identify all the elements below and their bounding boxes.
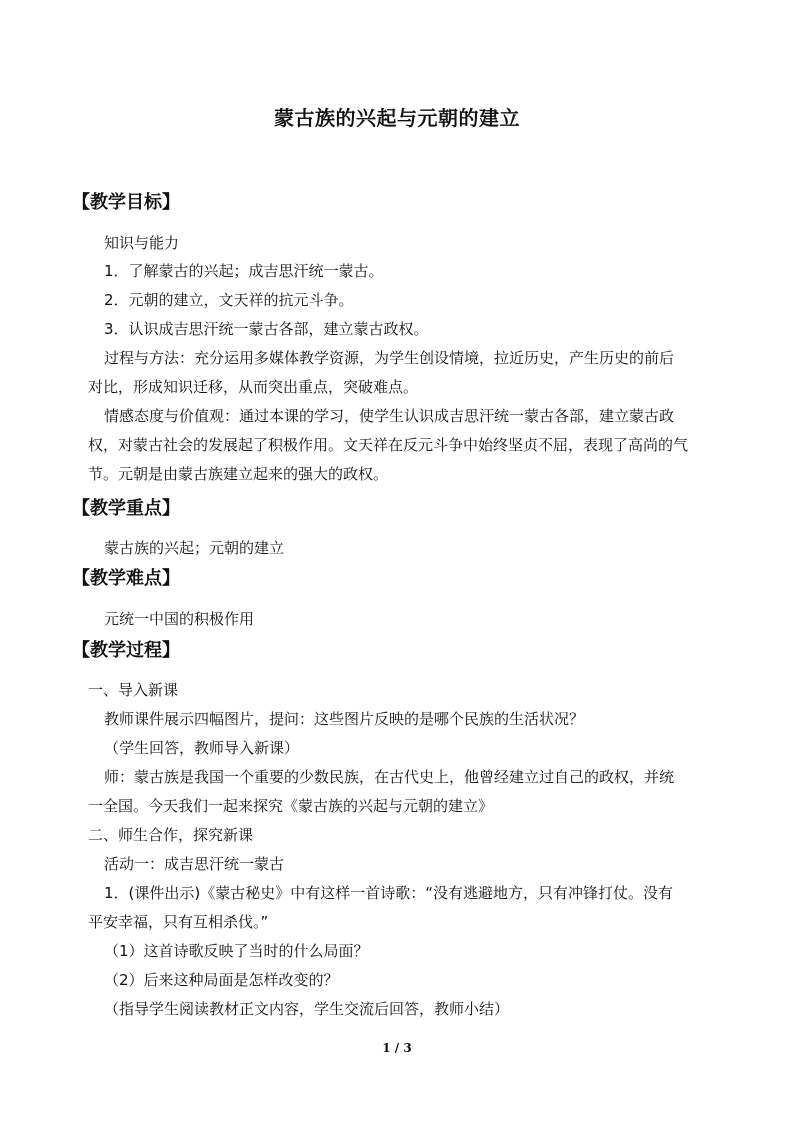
process-line: 二、师生合作，探究新课 bbox=[88, 826, 254, 844]
heading-process: 【教学过程】 bbox=[72, 640, 180, 661]
key-points-line: 蒙古族的兴起；元朝的建立 bbox=[104, 539, 285, 557]
process-line: 师：蒙古族是我国一个重要的少数民族，在古代史上，他曾经建立过自己的政权，并统 bbox=[104, 768, 675, 786]
page-number: 1 / 3 bbox=[382, 1041, 412, 1055]
heading-difficulties: 【教学难点】 bbox=[72, 568, 180, 589]
process-line: （1）这首诗歌反映了当时的什么局面？ bbox=[104, 942, 369, 960]
process-line: 教师课件展示四幅图片，提问：这些图片反映的是哪个民族的生活状况？ bbox=[104, 710, 585, 728]
process-line: 一全国。今天我们一起来探究《蒙古族的兴起与元朝的建立》 bbox=[88, 797, 494, 815]
objectives-line: 权，对蒙古社会的发展起了积极作用。文天祥在反元斗争中始终坚贞不屈，表现了高尚的气 bbox=[88, 436, 689, 454]
difficulties-line: 元统一中国的积极作用 bbox=[104, 610, 255, 628]
document-title: 蒙古族的兴起与元朝的建立 bbox=[274, 106, 520, 130]
objectives-line: 情感态度与价值观：通过本课的学习，使学生认识成吉思汗统一蒙古各部，建立蒙古政 bbox=[104, 407, 675, 425]
process-line: （学生回答，教师导入新课） bbox=[104, 739, 300, 757]
process-line: 1．(课件出示)《蒙古秘史》中有这样一首诗歌：“没有逃避地方，只有冲锋打仗。没有 bbox=[104, 884, 674, 902]
process-line: 一、导入新课 bbox=[88, 681, 179, 699]
process-line: 活动一：成吉思汗统一蒙古 bbox=[104, 855, 285, 873]
objectives-line: 3．认识成吉思汗统一蒙古各部，建立蒙古政权。 bbox=[104, 320, 429, 338]
objectives-line: 1．了解蒙古的兴起；成吉思汗统一蒙古。 bbox=[104, 262, 384, 280]
process-line: 平安幸福，只有互相杀伐。” bbox=[88, 913, 269, 931]
objectives-line: 知识与能力 bbox=[104, 234, 180, 252]
heading-key-points: 【教学重点】 bbox=[72, 498, 180, 519]
heading-objectives: 【教学目标】 bbox=[72, 192, 180, 213]
objectives-line: 节。元朝是由蒙古族建立起来的强大的政权。 bbox=[88, 465, 389, 483]
process-line: （2）后来这种局面是怎样改变的？ bbox=[104, 971, 339, 989]
objectives-line: 对比，形成知识迁移，从而突出重点，突破难点。 bbox=[88, 378, 419, 396]
process-line: （指导学生阅读教材正文内容，学生交流后回答，教师小结） bbox=[104, 1000, 510, 1018]
objectives-line: 2．元朝的建立，文天祥的抗元斗争。 bbox=[104, 291, 354, 309]
objectives-line: 过程与方法：充分运用多媒体教学资源，为学生创设情境，拉近历史，产生历史的前后 bbox=[104, 349, 675, 367]
